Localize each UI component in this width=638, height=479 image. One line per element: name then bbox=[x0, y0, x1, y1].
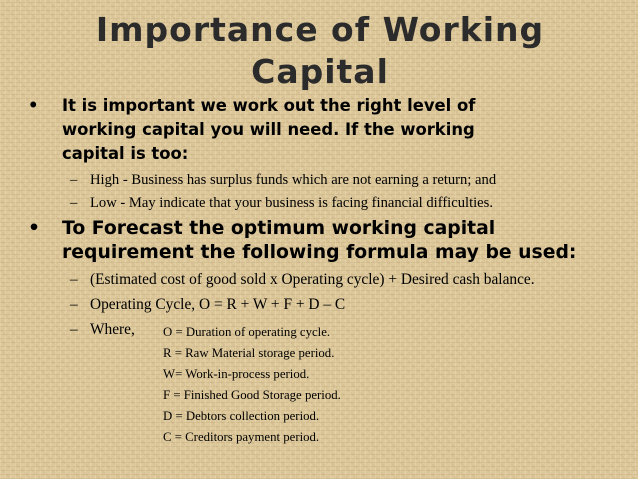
bullet-1-text-3: capital is too: bbox=[62, 144, 189, 163]
definition-f: F = Finished Good Storage period. bbox=[163, 388, 341, 402]
definition-r: R = Raw Material storage period. bbox=[163, 346, 335, 360]
bullet-1-text-2: working capital you will need. If the working bbox=[62, 120, 475, 139]
sub-bullet-operating-cycle-marker: – bbox=[70, 296, 78, 313]
sub-bullet-high-marker: – bbox=[70, 172, 78, 188]
sub-bullet-where-marker: – bbox=[70, 321, 78, 338]
definition-d: D = Debtors collection period. bbox=[163, 409, 320, 423]
bullet-2-text-1: To Forecast the optimum working capital bbox=[62, 218, 496, 239]
sub-bullet-formula-text: (Estimated cost of good sold x Operating cycle) + Desired cash balance. bbox=[90, 271, 535, 288]
sub-bullet-operating-cycle-text: Operating Cycle, O = R + W + F + D – C bbox=[90, 296, 346, 313]
bullet-1-marker: • bbox=[28, 96, 39, 115]
sub-bullet-formula-marker: – bbox=[70, 271, 78, 288]
definition-w: W= Work-in-process period. bbox=[163, 367, 310, 381]
bullet-2-text-2: requirement the following formula may be used: bbox=[62, 242, 577, 263]
definition-o: O = Duration of operating cycle. bbox=[163, 325, 331, 339]
bullet-2-marker: • bbox=[28, 218, 41, 239]
definition-c: C = Creditors payment period. bbox=[163, 430, 320, 444]
sub-bullet-low-marker: – bbox=[70, 195, 78, 211]
bullet-1-text-1: It is important we work out the right level of bbox=[62, 96, 476, 115]
sub-bullet-high-text: High - Business has surplus funds which are not earning a return; and bbox=[90, 172, 497, 188]
sub-bullet-low-text: Low - May indicate that your business is facing financial difficulties. bbox=[90, 195, 493, 211]
slide-title-line-2: Capital bbox=[251, 52, 389, 91]
sub-bullet-where-text: Where, bbox=[90, 321, 135, 338]
slide-title-line-1: Importance of Working bbox=[95, 10, 545, 49]
